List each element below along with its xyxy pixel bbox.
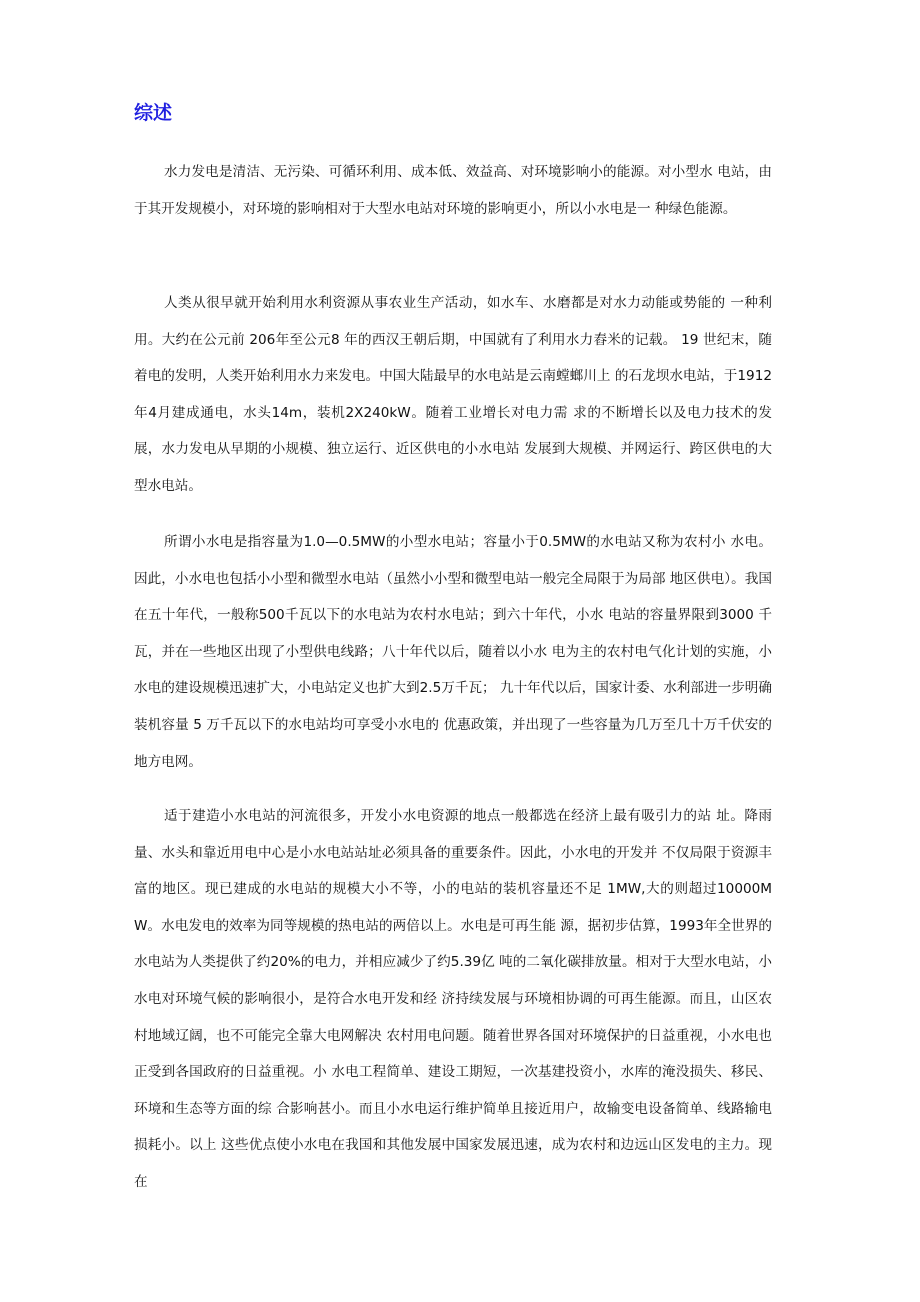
paragraph-clean-energy: 水力发电是清洁、无污染、可循环利用、成本低、效益高、对环境影响小的能源。对小型水 电站，由于其开发规模小，对环境的影响相对于大型水电站对环境的影响更小，所以小水电是一 种绿色能源。 — [134, 164, 772, 217]
paragraph-definition: 所谓小水电是指容量为1.0—0.5MW的小型水电站；容量小于0.5MW的水电站又称为农村小 水电。因此，小水电也包括小小型和微型水电站（虽然小小型和微型电站一般完全局限于为局部 地区供电）。我国在五十年代，一般称500千瓦以下的水电站为农村水电站；到六十年代，小水 电站的容量界限到3000 千瓦，并在一些地区出现了小型供电线路；八十年代以后，随着以小水 电为主的农村电气化计划的实施，小水电的建设规模迅速扩大，小电站定义也扩大到2.5万千瓦； 九十年代以后，国家计委、水利部进一步明确装机容量 5 万千瓦以下的水电站均可享受小水电的 优惠政策，并出现了一些容量为几万至几十万千伏安的地方电网。 — [134, 534, 772, 770]
paragraph-advantages: 适于建造小水电站的河流很多，开发小水电资源的地点一般都选在经济上最有吸引力的站 址。降雨量、水头和靠近用电中心是小水电站站址必须具备的重要条件。因此，小水电的开发并 不仅局限于资源丰富的地区。现已建成的水电站的规模大小不等，小的电站的装机容量还不足 1MW,大的则超过10000MW。水电发电的效率为同等规模的热电站的两倍以上。水电是可再生能 源，据初步估算，1993年全世界的水电站为人类提供了约20%的电力，并相应减少了约5.39亿 吨的二氧化碳排放量。相对于大型水电站，小水电对环境气候的影响很小，是符合水电开发和经 济持续发展与环境相协调的可再生能源。而且，山区农村地域辽阔，也不可能完全靠大电网解决 农村用电问题。随着世界各国对环境保护的日益重视，小水电也正受到各国政府的日益重视。小 水电工程简单、建设工期短，一次基建投资小，水库的淹没损失、移民、环境和生态等方面的综 合影响甚小。而且小水电运行维护简单且接近用户，故输变电设备简单、线路输电损耗小。以上 这些优点使小水电在我国和其他发展中国家发展迅速，成为农村和边远山区发电的主力。现在 — [134, 808, 772, 1190]
section-heading: 综述 — [134, 102, 173, 124]
paragraph-history: 人类从很早就开始利用水利资源从事农业生产活动，如水车、水磨都是对水力动能或势能的 一种利用。大约在公元前 206年至公元8 年的西汉王朝后期，中国就有了利用水力舂米的记载。 19 世纪末，随着电的发明，人类开始利用水力来发电。中国大陆最早的水电站是云南螳螂川上 的石龙坝水电站，于1912年4月建成通电，水头14m，装机2X240kW。随着工业增长对电力需 求的不断增长以及电力技术的发展，水力发电从早期的小规模、独立运行、近区供电的小水电站 发展到大规模、并网运行、跨区供电的大型水电站。 — [134, 295, 772, 494]
